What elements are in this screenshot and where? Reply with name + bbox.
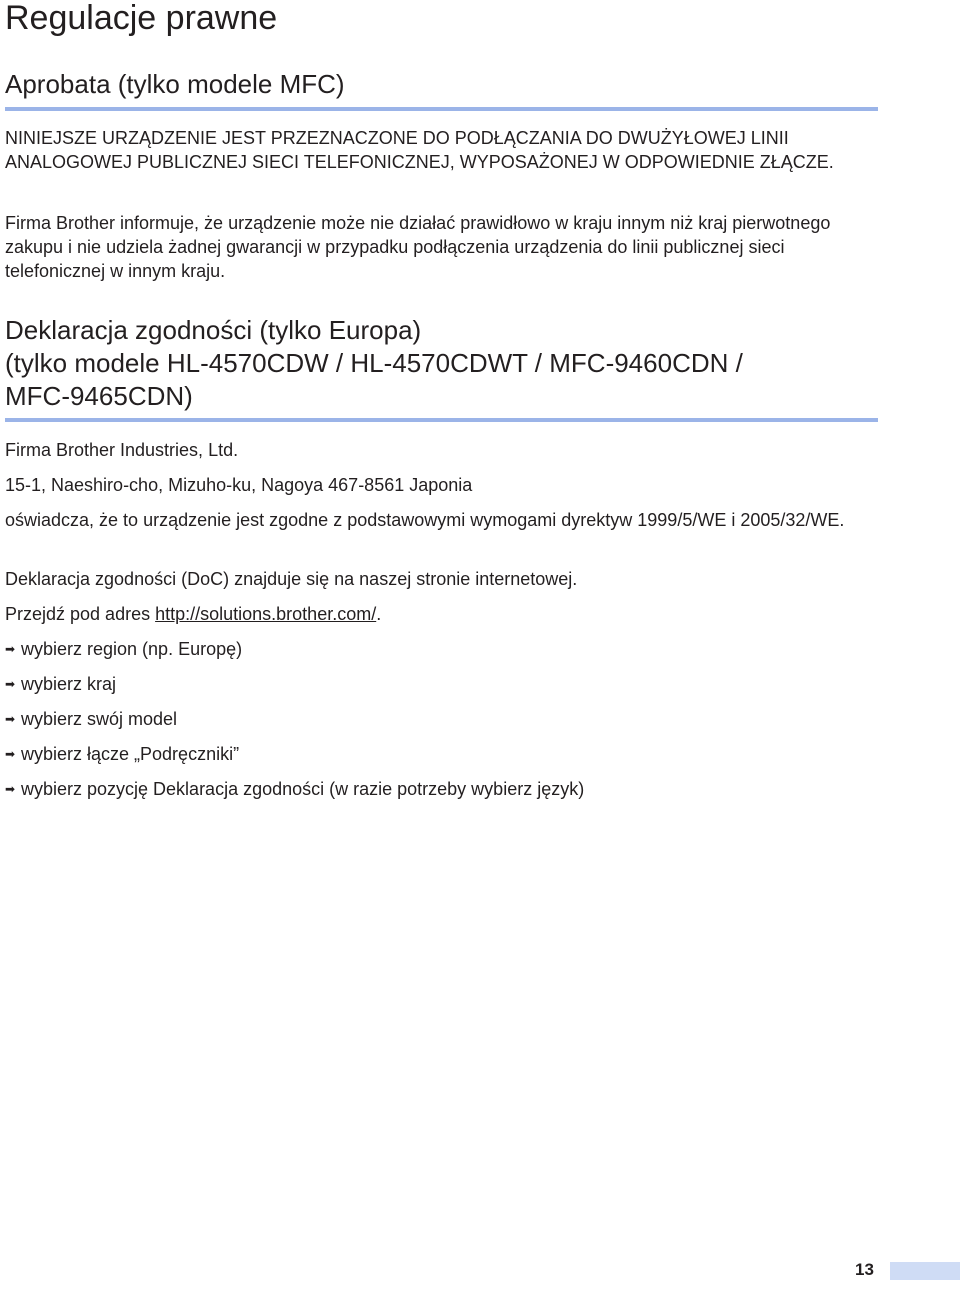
approval-info-text: Firma Brother informuje, że urządzenie może nie działać prawidłowo w kraju innym niż kraj pierwotnego zakupu i nie udziela żadnej gwarancji w przypadku podłączenia urządzenia do linii publicznej sieci telefonicznej w innym kraju. <box>5 213 831 281</box>
arrow-right-icon: ➡ <box>5 782 16 796</box>
step-text: wybierz region (np. Europę) <box>21 639 243 659</box>
approval-warning-text: NINIEJSZE URZĄDZENIE JEST PRZEZNACZONE DO PODŁĄCZANIA DO DWUŻYŁOWEJ LINII ANALOGOWEJ PUBLICZNEJ SIECI TELEFONICZNEJ, WYPOSAŻONEJ W ODPOWIEDNIE ZŁĄCZE. <box>5 128 834 172</box>
section-heading-declaration <box>5 314 743 413</box>
declaration-heading-line1: Deklaracja zgodności (tylko Europa) <box>5 315 422 345</box>
solutions-link[interactable]: http://solutions.brother.com/ <box>155 604 377 624</box>
section-divider-declaration <box>5 418 878 422</box>
arrow-right-icon: ➡ <box>5 712 16 726</box>
company-address: 15-1, Naeshiro-cho, Mizuho-ku, Nagoya 467-8561 Japonia <box>5 475 473 495</box>
step-item <box>5 707 177 731</box>
step-item <box>5 742 239 766</box>
doc-note: Deklaracja zgodności (DoC) znajduje się na naszej stronie internetowej. <box>5 569 578 589</box>
goto-prefix: Przejdź pod adres <box>5 604 156 624</box>
page-tab-marker <box>890 1262 960 1280</box>
step-text: wybierz łącze „Podręczniki” <box>21 744 240 764</box>
goto-suffix: . <box>376 604 382 624</box>
arrow-right-icon: ➡ <box>5 747 16 761</box>
step-item <box>5 637 242 661</box>
section-divider-approval <box>5 107 878 111</box>
section-heading-approval: Aprobata (tylko modele MFC) <box>5 69 345 99</box>
step-item <box>5 777 584 801</box>
step-text: wybierz pozycję Deklaracja zgodności (w razie potrzeby wybierz język) <box>21 779 585 799</box>
declaration-text: oświadcza, że to urządzenie jest zgodne z podstawowymi wymogami dyrektyw 1999/5/WE i 2005/32/WE. <box>5 510 845 530</box>
goto-instruction <box>5 602 885 626</box>
step-text: wybierz kraj <box>21 674 117 694</box>
arrow-right-icon: ➡ <box>5 677 16 691</box>
step-text: wybierz swój model <box>21 709 178 729</box>
company-name: Firma Brother Industries, Ltd. <box>5 440 239 460</box>
page-number: 13 <box>855 1260 874 1279</box>
arrow-right-icon: ➡ <box>5 642 16 656</box>
step-item <box>5 672 116 696</box>
declaration-heading-line3: MFC-9465CDN) <box>5 381 193 411</box>
page-title: Regulacje prawne <box>5 0 278 37</box>
declaration-heading-line2: (tylko modele HL-4570CDW / HL-4570CDWT / MFC-9460CDN / <box>5 348 743 378</box>
